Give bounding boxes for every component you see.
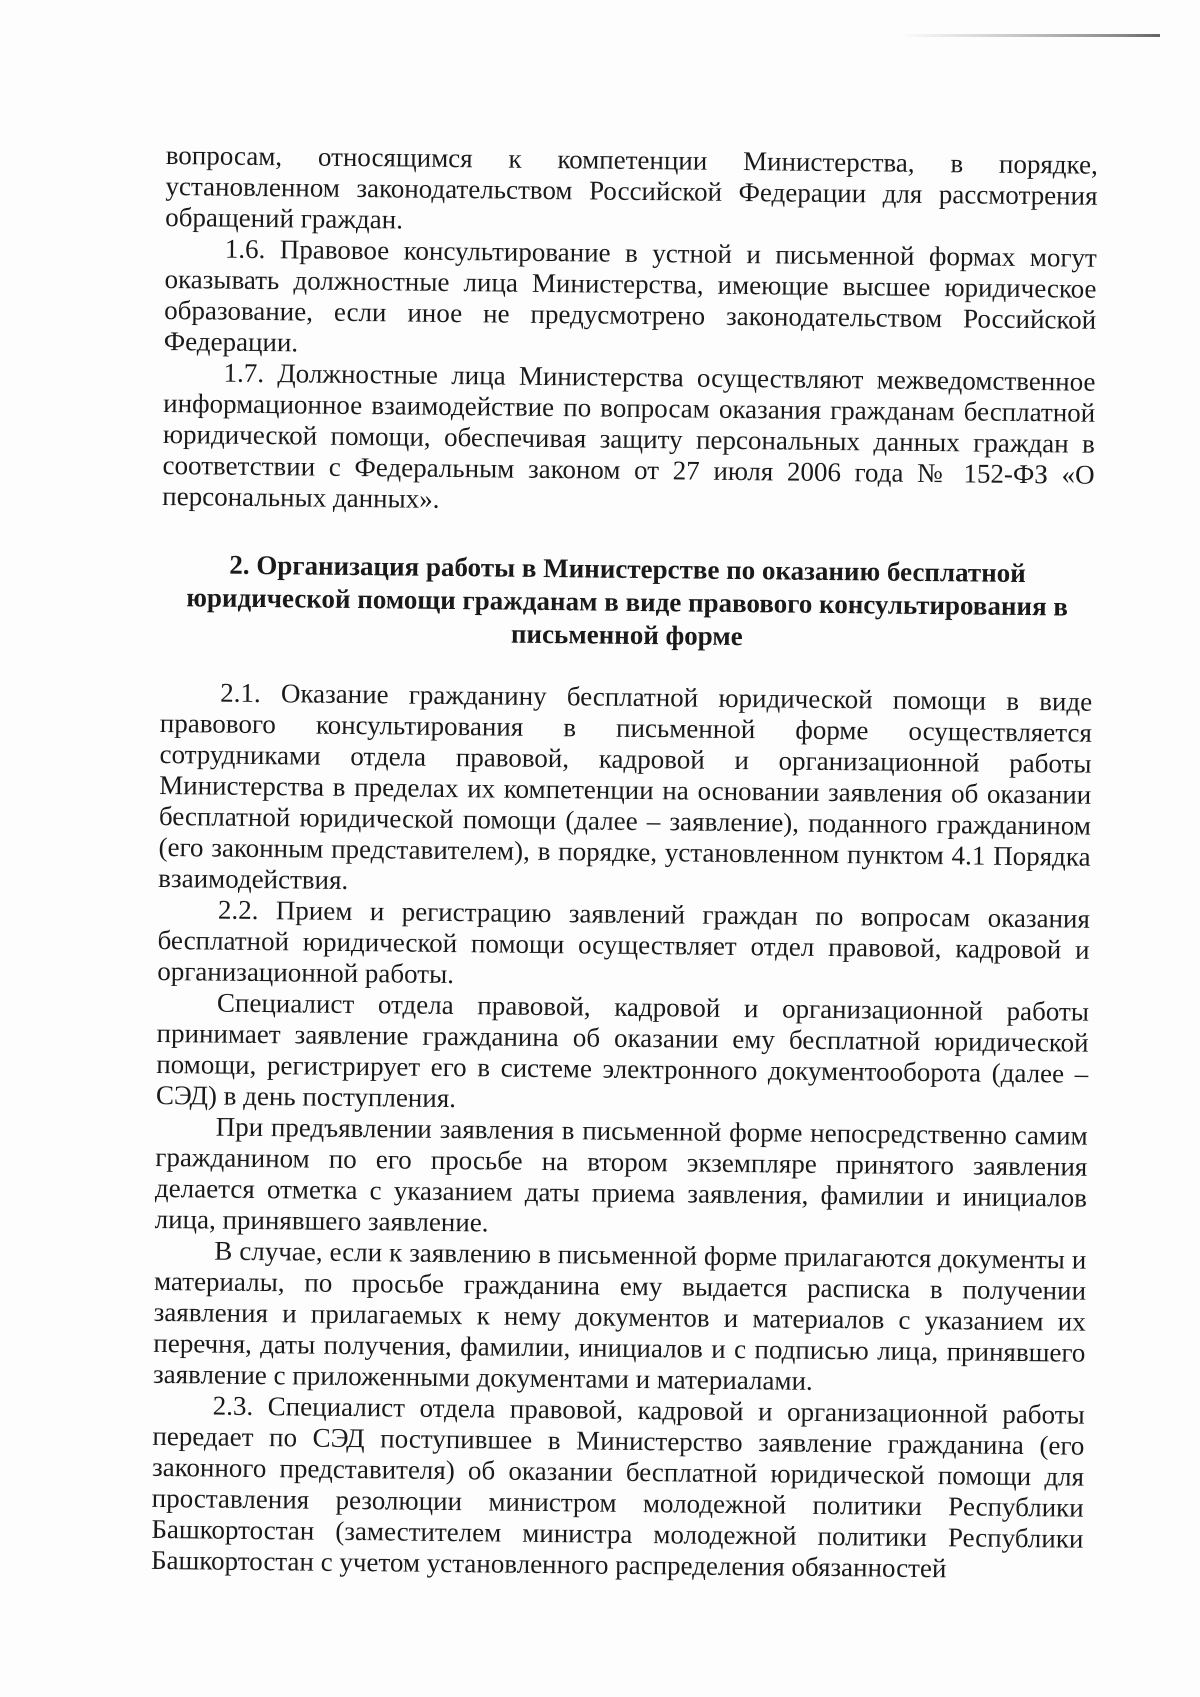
document-body	[151, 140, 1098, 1586]
scan-artifact	[900, 34, 1160, 37]
section-2-heading: 2. Организация работы в Министерстве по оказанию бесплатной юридической помощи гражданам в виде правового консультирования в письменной форме	[186, 549, 1069, 652]
paragraph-continuation: вопросам, относящимся к компетенции Министерства, в порядке, установленном законодательством Российской Федерации для рассмотрения обращений граждан.	[165, 140, 1098, 235]
paragraph-attachments: В случае, если к заявлению в письменной форме прилагаются документы и материалы, по просьбе гражданина ему выдается расписка в получении заявления и прилагаемых к нему документов и материалов с указанием их перечня, даты получения, фамилии, инициалов и с подписью лица, принявшего заявление с приложенными документами и материалами.	[152, 1235, 1087, 1396]
paragraph-2-2: 2.2. Прием и регистрацию заявлений граждан по вопросам оказания бесплатной юридической помощи осуществляет отдел правовой, кадровой и организационной работы.	[157, 894, 1091, 990]
paragraph-specialist: Специалист отдела правовой, кадровой и организационной работы принимает заявление гражданина об оказании ему бесплатной юридической помощи, регистрирует его в системе электронного документооборота (далее – СЭД) в день поступления.	[155, 987, 1090, 1114]
paragraph-1-7: 1.7. Должностные лица Министерства осуществляют межведомственное информационное взаимодействие по вопросам оказания гражданам бесплатной юридической помощи, обеспечивая защиту персональных данных граждан в соответствии с Федеральным законом от 27 июля 2006 года № 152-ФЗ «О персональных данных».	[162, 357, 1096, 514]
paragraph-2-1: 2.1. Оказание гражданину бесплатной юридической помощи в виде правового консультирования в письменной форме осуществляется сотрудниками отдела правовой, кадровой и организационной работы Министерства в пределах их компетенции на основании заявления об оказании бесплатной юридической помощи (далее – заявление), поданного гражданином (его законным представителем), в порядке, установленном пунктом 4.1 Порядка взаимодействия.	[158, 677, 1093, 895]
paragraph-presentation: При предъявлении заявления в письменной форме непосредственно самим гражданином по его просьбе на втором экземпляре принятого заявления делается отметка с указанием даты приема заявления, фамилии и инициалов лица, принявшего заявление.	[154, 1111, 1088, 1238]
paragraph-2-3: 2.3. Специалист отдела правовой, кадровой и организационной работы передает по СЭД поступившее в Министерство заявление гражданина (его законного представителя) об оказании бесплатной юридической помощи для проставления резолюции министром молодежной политики Республики Башкортостан (заместителем министра молодежной политики Республики Башкортостан с учетом установленного распределения обязанностей	[150, 1390, 1085, 1584]
paragraph-1-6: 1.6. Правовое консультирование в устной и письменной формах могут оказывать должностные лица Министерства, имеющие высшее юридическое образование, если иное не предусмотрено законодательством Российской Федерации.	[163, 233, 1097, 358]
